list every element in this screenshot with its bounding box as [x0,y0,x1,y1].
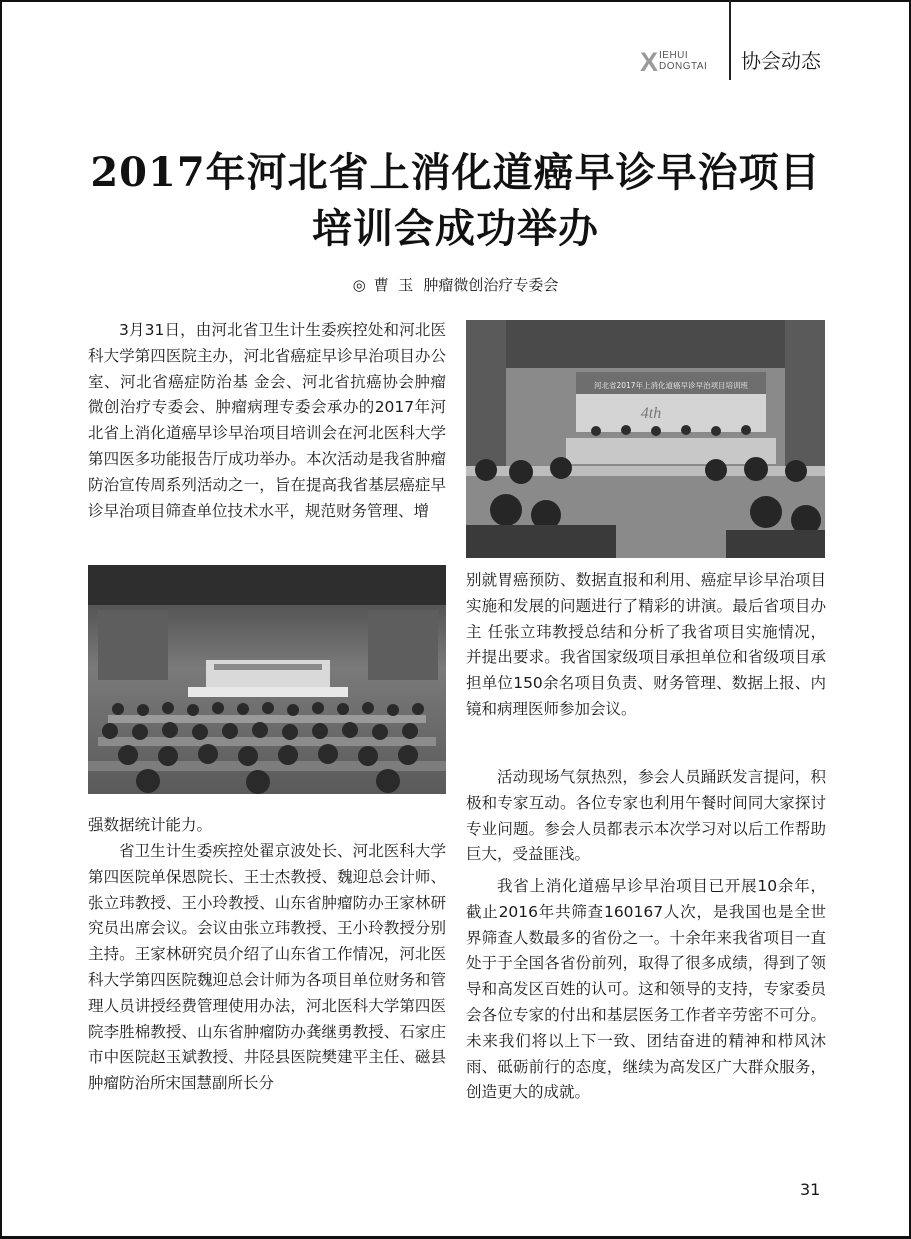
conference-audience-photo-drawing [88,565,446,794]
author-name: 曹 玉 [373,276,414,294]
paragraph-2-continued: 别就胃癌预防、数据直报和利用、癌症早诊早治项目实施和发展的问题进行了精彩的讲演。最后省项目办主 任张立玮教授总结和分析了我省项目实施情况，并提出要求。我省国家级项目承担单位和省级项目承担单位150余名项目负责、财务管理、数据上报、内镜和病理医师参加会议。 [466,571,826,718]
magazine-section-logo [640,47,726,77]
byline-mark: ◎ [352,276,366,294]
article-title-line-2: 培训会成功举办 [312,205,599,252]
logo-initial: X [640,47,659,77]
page-number: 31 [800,1180,821,1199]
logo-line-bottom: DONGTAI [659,61,708,72]
stage-logo-text: 4th [640,405,662,422]
paragraph-2: 省卫生计生委疾控处翟京波处长、河北医科大学第四医院单保恩院长、王士杰教授、魏迎总会计师、张立玮教授、王小玲教授、山东省肿瘤防办王家林研究员出席会议。会议由张立玮教授、王小玲教授分别主持。王家林研究员介绍了山东省工作情况，河北医科大学第四医院魏迎总会计师为各项目单位财务和管理人员讲授经费管理使用办法，河北医科大学第四医院李胜棉教授、山东省肿瘤防办龚继勇教授、石家庄市中医院赵玉斌教授、井陉县医院樊建平主任、磁县肿瘤防治所宋国慧副所长分 [88,842,446,1093]
conference-audience-photo [88,565,446,794]
page-frame-top [0,0,911,2]
logo-line-top: IEHUI [659,50,689,61]
page-frame-left [0,0,2,1239]
paragraph-4: 我省上消化道癌早诊早治项目已开展10余年，截止2016年共筛查160167人次，是我国也是全世界筛查人数最多的省份之一。十余年来我省项目一直处于于全国各省份前列，取得了很多成绩，得到了领导和高发区百姓的认可。这和领导的支持，专家委员会各位专家的付出和基层医务工作者辛劳密不可分。未来我们将以上下一致、团结奋进的精神和栉风沐雨、砥砺前行的态度，继续为高发区广大群众服务，创造更大的成就。 [466,877,826,1102]
section-title: 协会动态 [741,49,821,73]
author-affiliation: 肿瘤微创治疗专委会 [423,276,559,294]
paragraph-1-continued: 强数据统计能力。 [88,816,213,834]
header-divider [729,0,731,80]
byline [0,274,911,296]
conference-stage-photo-drawing [466,320,825,558]
paragraph-3: 活动现场气氛热烈，参会人员踊跃发言提问，积极和专家互动。各位专家也利用午餐时间同大家探讨专业问题。参会人员都表示本次学习对以后工作帮助巨大，受益匪浅。 [466,768,826,864]
stage-banner-text: 河北省2017年上消化道癌早诊早治项目培训班 [593,381,749,390]
article-title-line-1: 2017年河北省上消化道癌早诊早治项目 [90,149,821,196]
paragraph-1: 3月31日，由河北省卫生计生委疾控处和河北医科大学第四医院主办，河北省癌症早诊早治项目办公室、河北省癌症防治基 金会、河北省抗癌协会肿瘤微创治疗专委会、肿瘤病理专委会承办的2017年河北省上消化道癌早诊早治项目培训会在河北医科大学第四医多功能报告厅成功举办。本次活动是我省肿瘤防治宣传周系列活动之一，旨在提高我省基层癌症早诊早治项目筛查单位技术水平，规范财务管理、增 [88,321,446,520]
conference-stage-photo [466,320,825,558]
